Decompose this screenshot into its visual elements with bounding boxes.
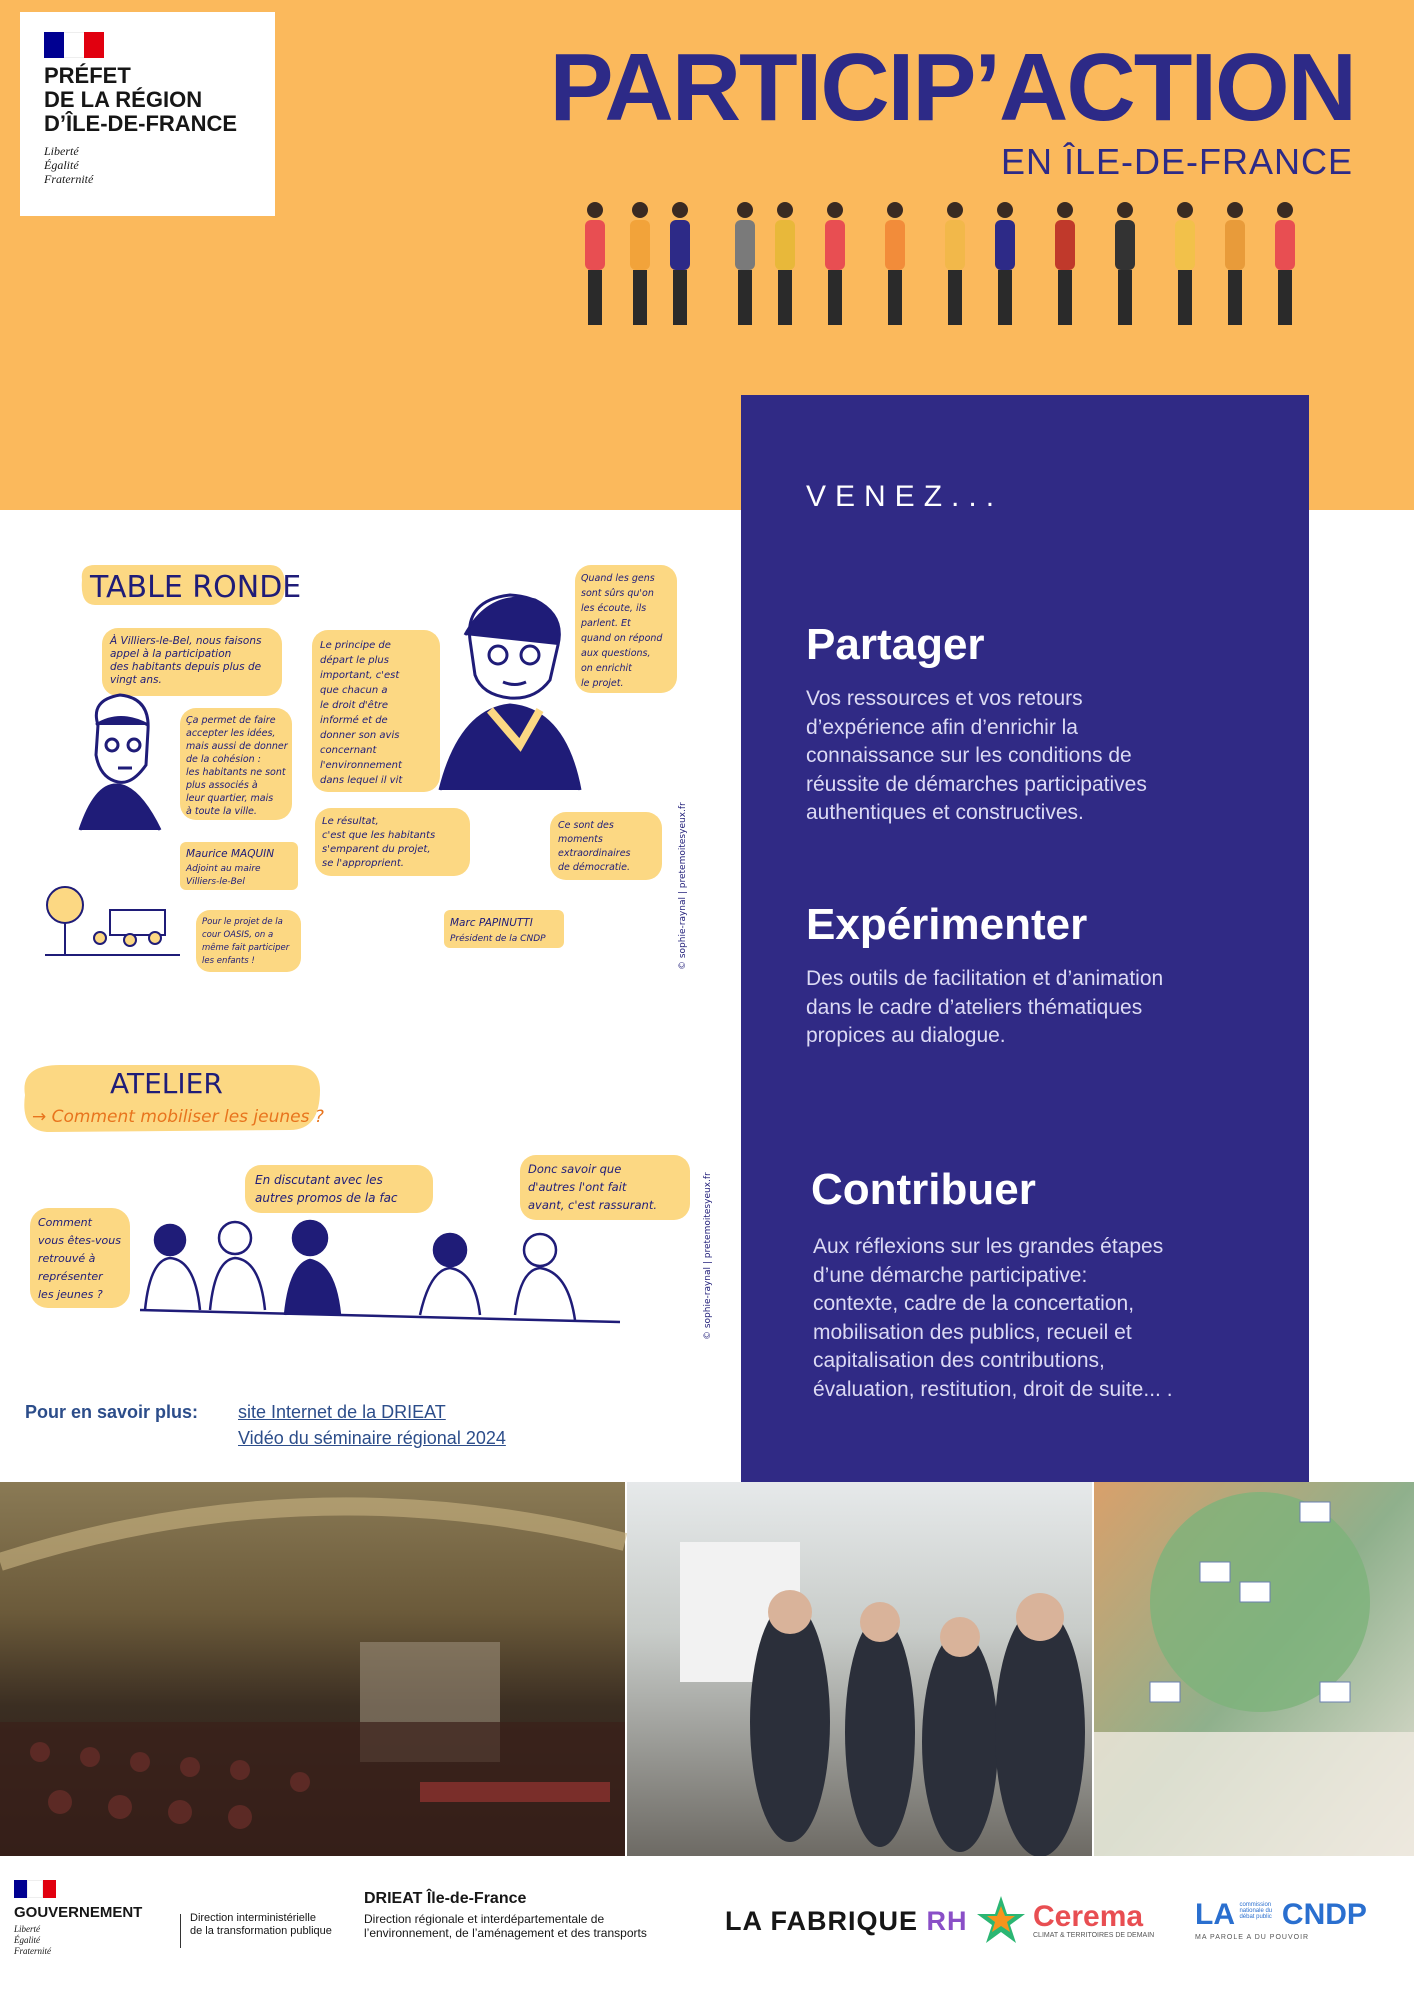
event-photos: [0, 1482, 1414, 1856]
bubble-quand-line: Quand les gens: [581, 573, 655, 584]
fabrique-label: LA FABRIQUE: [725, 1906, 918, 1936]
bubble-villiers-line: À Villiers-le-Bel, nous faisons: [110, 635, 262, 647]
person-legs: [1058, 270, 1072, 325]
person-head: [737, 202, 753, 218]
footer-devise-line: Fraternité: [14, 1946, 51, 1956]
table-ronde-credit: © sophie-raynal | pretemoitesyeux.fr: [678, 802, 688, 970]
more-info-label: Pour en savoir plus:: [25, 1402, 199, 1422]
contribuer-line: capitalisation des contributions,: [813, 1349, 1105, 1372]
person-legs: [828, 270, 842, 325]
bubble-resultat-line: Le résultat,: [322, 816, 379, 827]
bubble-quand-line: le projet.: [581, 678, 624, 689]
speaker-maquin-city: Villiers-le-Bel: [186, 877, 245, 887]
person-body: [1055, 220, 1075, 270]
experimenter-line: dans le cadre d’ateliers thématiques: [806, 995, 1143, 1019]
cerema-label: Cerema: [1033, 1900, 1144, 1933]
bubble-comment-line: Comment: [38, 1216, 92, 1229]
partager-line: connaissance sur les conditions de: [806, 744, 1132, 767]
person-legs: [1118, 270, 1132, 325]
person-legs: [998, 270, 1012, 325]
bubble-comment-line: retrouvé à: [38, 1252, 96, 1265]
person-head: [777, 202, 793, 218]
bubble-principe-line: informé et de: [320, 715, 388, 726]
partager-title: Partager: [806, 620, 985, 669]
maquin-portrait-icon: [80, 695, 160, 830]
contribuer-title: Contribuer: [811, 1165, 1036, 1214]
contribuer-line: Aux réflexions sur les grandes étapes: [813, 1235, 1164, 1258]
contribuer-line: mobilisation des publics, recueil et: [813, 1320, 1132, 1344]
bubble-comment-line: représenter: [38, 1270, 103, 1283]
bubble-quand-line: les écoute, ils: [581, 603, 647, 614]
person-legs: [1228, 270, 1242, 325]
person-legs: [1278, 270, 1292, 325]
ditp-label: [190, 1912, 332, 1938]
person-head: [887, 202, 903, 218]
children-sketch-icon: [45, 887, 180, 955]
bubble-villiers-line: des habitants depuis plus de: [110, 661, 262, 673]
bubble-principe-line: le droit d'être: [320, 700, 388, 711]
atelier-people-sketch-icon: [140, 1221, 620, 1322]
bubble-accepter-line: leur quartier, mais: [186, 793, 274, 804]
networking-photo: [627, 1482, 1092, 1856]
prefet-line-2: DE LA RÉGION: [44, 87, 203, 112]
bubble-discutant-line: En discutant avec les: [255, 1173, 383, 1187]
auditorium-photo: [0, 1482, 625, 1856]
bubble-resultat-line: c'est que les habitants: [322, 830, 436, 841]
experimenter-line: Des outils de facilitation et d’animation: [806, 967, 1164, 990]
person-head: [587, 202, 603, 218]
devise-fraternite: Fraternité: [44, 172, 94, 186]
contribuer-line: d’une démarche participative:: [813, 1263, 1088, 1287]
cndp-small-label: commission nationale du débat public: [1239, 1902, 1273, 1920]
bubble-principe-line: départ le plus: [320, 655, 389, 666]
bubble-principe-line: Le principe de: [320, 640, 391, 651]
devise-liberte: Liberté: [44, 144, 79, 158]
person-body: [1275, 220, 1295, 270]
marianne-flag-icon: [44, 32, 104, 58]
bubble-oasis-line: Pour le projet de la: [202, 917, 283, 927]
gouvernement-label: GOUVERNEMENT: [14, 1904, 143, 1921]
gouvernement-logo: [14, 1880, 142, 1957]
person-head: [672, 202, 688, 218]
bubble-principe-line: important, c'est: [320, 670, 400, 681]
partager-line: d’expérience afin d’enrichir la: [806, 715, 1078, 739]
marianne-small-icon: [14, 1880, 56, 1898]
bubble-principe-line: l'environnement: [320, 760, 402, 771]
bubble-villiers-line: vingt ans.: [110, 674, 162, 686]
page-title: PARTICIP’ACTION: [549, 34, 1355, 141]
bubble-rassurant-line: Donc savoir que: [528, 1162, 622, 1176]
papinutti-portrait-icon: [440, 595, 580, 790]
bubble-moments-line: Ce sont des: [558, 820, 614, 831]
bubble-resultat-line: se l'approprient.: [322, 858, 404, 869]
person-head: [632, 202, 648, 218]
person-legs: [588, 270, 602, 325]
bubble-quand-line: on enrichit: [581, 663, 632, 674]
bubble-rassurant-line: avant, c'est rassurant.: [528, 1198, 657, 1212]
person-body: [630, 220, 650, 270]
bubble-discutant-line: autres promos de la fac: [255, 1191, 398, 1205]
cndp-label: CNDP: [1281, 1898, 1367, 1931]
bubble-moments-line: de démocratie.: [558, 862, 631, 873]
person-legs: [888, 270, 902, 325]
person-body: [945, 220, 965, 270]
drieat-site-link[interactable]: site Internet de la DRIEAT: [238, 1402, 446, 1422]
cndp-subtitle: MA PAROLE A DU POUVOIR: [1195, 1934, 1310, 1941]
bubble-quand-line: aux questions,: [581, 648, 651, 659]
person-legs: [778, 270, 792, 325]
drieat-title: DRIEAT Île-de-France: [364, 1890, 527, 1907]
person-legs: [673, 270, 687, 325]
person-body: [1225, 220, 1245, 270]
drieat-desc-line: Direction régionale et interdépartementale de: [364, 1912, 605, 1926]
contribuer-line: contexte, cadre de la concertation,: [813, 1292, 1135, 1315]
prefet-line-3: D’ÎLE-DE-FRANCE: [44, 111, 238, 136]
bubble-comment-line: les jeunes ?: [38, 1288, 103, 1301]
bubble-quand-line: parlent. Et: [581, 618, 631, 629]
person-body: [1175, 220, 1195, 270]
partager-line: réussite de démarches participatives: [806, 772, 1147, 796]
bubble-quand-line: quand on répond: [581, 633, 663, 644]
person-body: [670, 220, 690, 270]
cerema-logo: [1033, 1900, 1154, 1939]
person-legs: [948, 270, 962, 325]
person-body: [1115, 220, 1135, 270]
person-legs: [1178, 270, 1192, 325]
people-illustration: [570, 195, 1330, 330]
person-body: [885, 220, 905, 270]
person-head: [827, 202, 843, 218]
bubble-principe-line: dans lequel il vit: [320, 775, 403, 786]
prefet-logo: [20, 12, 275, 216]
venez-heading: VENEZ...: [806, 480, 1004, 513]
bubble-accepter-line: les habitants ne sont: [186, 767, 286, 778]
person-body: [775, 220, 795, 270]
bubble-accepter-line: mais aussi de donner: [186, 741, 288, 752]
devise-egalite: Égalité: [44, 158, 79, 172]
footer-divider: [180, 1914, 181, 1948]
experimenter-title: Expérimenter: [806, 900, 1088, 949]
bubble-villiers-line: appel à la participation: [110, 648, 232, 660]
bubble-accepter-line: accepter les idées,: [186, 728, 276, 739]
person-head: [947, 202, 963, 218]
speaker-papinutti-name: Marc PAPINUTTI: [450, 917, 533, 929]
partners-footer: [0, 1856, 1414, 2000]
person-body: [825, 220, 845, 270]
person-head: [1227, 202, 1243, 218]
ditp-line: de la transformation publique: [190, 1925, 332, 1937]
cerema-subtitle: CLIMAT & TERRITOIRES DE DEMAIN: [1033, 1932, 1155, 1939]
bubble-rassurant-line: d'autres l'ont fait: [528, 1180, 627, 1194]
partager-text: [806, 685, 1276, 828]
bubble-oasis-line: même fait participer: [202, 943, 290, 953]
speaker-papinutti-role: Président de la CNDP: [450, 934, 546, 944]
person-head: [1117, 202, 1133, 218]
bubble-moments-line: moments: [558, 834, 603, 845]
prefet-line-1: PRÉFET: [44, 63, 131, 88]
ditp-line: Direction interministérielle: [190, 1912, 316, 1924]
cndp-la-label: LA: [1195, 1898, 1235, 1931]
seminar-video-link[interactable]: Vidéo du séminaire régional 2024: [238, 1428, 506, 1448]
experimenter-line: propices au dialogue.: [806, 1024, 1006, 1047]
contribuer-text: [813, 1233, 1283, 1404]
footer-devise-line: Liberté: [14, 1924, 40, 1934]
drieat-desc-line: l’environnement, de l’aménagement et des transports: [364, 1926, 647, 1940]
person-body: [585, 220, 605, 270]
bubble-principe-line: que chacun a: [320, 685, 388, 696]
speaker-maquin-role: Adjoint au maire: [186, 864, 261, 874]
person-head: [997, 202, 1013, 218]
bubble-oasis-line: les enfants !: [202, 956, 255, 966]
invitation-panel: [741, 395, 1309, 1482]
cndp-logo: [1195, 1898, 1367, 1941]
la-fabrique-rh-logo: [725, 1906, 968, 1937]
experimenter-text: [806, 965, 1276, 1051]
person-legs: [633, 270, 647, 325]
bubble-accepter-line: à toute la ville.: [186, 806, 257, 817]
person-legs: [738, 270, 752, 325]
bubble-accepter-line: Ça permet de faire: [186, 715, 276, 726]
bubble-moments-line: extraordinaires: [558, 848, 631, 859]
bubble-accepter-line: de la cohésion :: [186, 754, 261, 765]
fabrique-rh-label: RH: [926, 1906, 968, 1936]
bubble-accepter-line: plus associés à: [186, 780, 258, 791]
bubble-oasis-line: cour OASIS, on a: [202, 930, 274, 940]
bubble-principe-line: concernant: [320, 745, 377, 756]
atelier-illustration: [20, 1060, 720, 1350]
person-body: [995, 220, 1015, 270]
bubble-quand-line: sont sûrs qu'on: [581, 588, 654, 599]
person-head: [1277, 202, 1293, 218]
cerema-star-icon: [975, 1894, 1027, 1946]
contribuer-line: évaluation, restitution, droit de suite... .: [813, 1377, 1173, 1401]
atelier-credit: © sophie-raynal | pretemoitesyeux.fr: [703, 1172, 713, 1340]
person-body: [735, 220, 755, 270]
table-ronde-illustration: [20, 560, 700, 980]
table-ronde-heading: TABLE RONDE: [90, 570, 302, 605]
atelier-question: → Comment mobiliser les jeunes ?: [32, 1107, 324, 1127]
partager-line: authentiques et constructives.: [806, 801, 1084, 824]
footer-devise-line: Égalité: [14, 1935, 40, 1945]
person-head: [1057, 202, 1073, 218]
page-subtitle: EN ÎLE-DE-FRANCE: [1000, 141, 1353, 182]
bubble-resultat-line: s'emparent du projet,: [322, 844, 431, 855]
bubble-comment-line: vous êtes-vous: [38, 1234, 121, 1247]
board-game-photo: [1094, 1482, 1414, 1856]
partager-line: Vos ressources et vos retours: [806, 687, 1083, 710]
bubble-principe-line: donner son avis: [320, 730, 400, 741]
speaker-maquin-name: Maurice MAQUIN: [186, 848, 275, 860]
person-head: [1177, 202, 1193, 218]
drieat-logo: [364, 1890, 647, 1940]
atelier-heading: ATELIER: [110, 1067, 223, 1100]
